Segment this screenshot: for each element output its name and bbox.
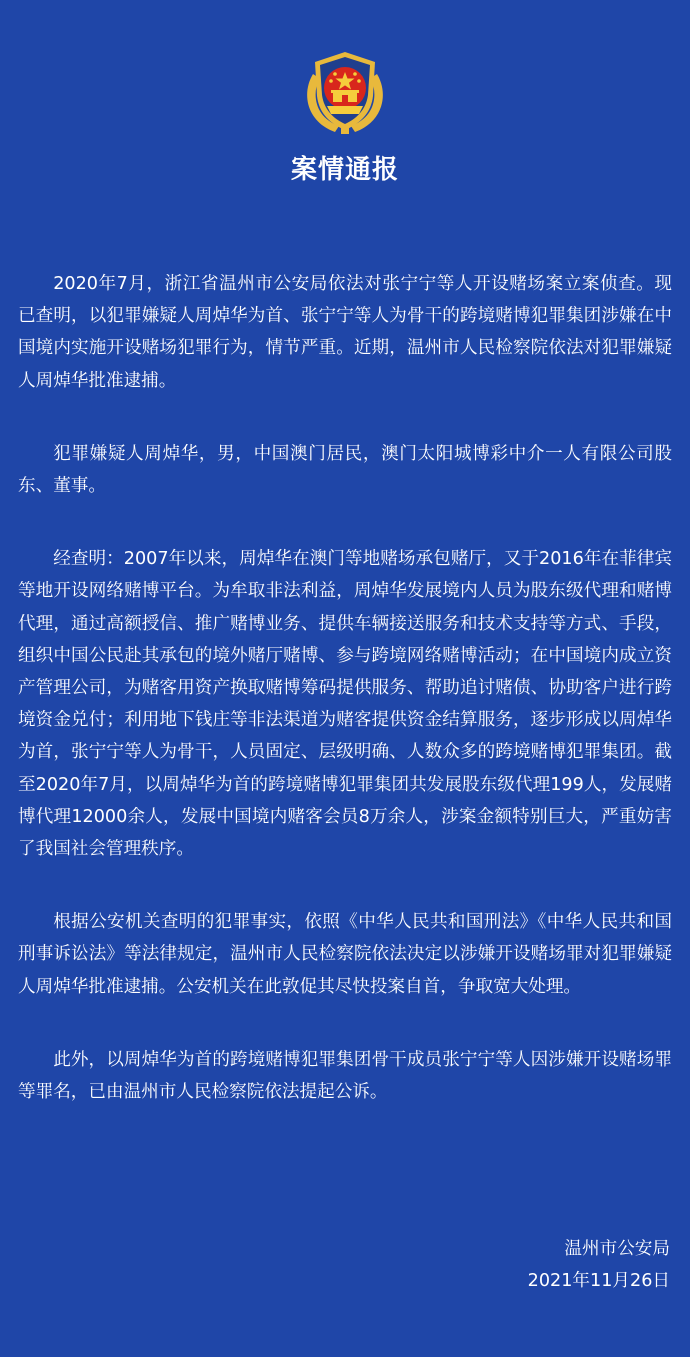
paragraph-investigation-findings: 经查明：2007年以来，周焯华在澳门等地赌场承包赌厅，又于2016年在菲律宾等地开设网络赌博平台。为牟取非法利益，周焯华发展境内人员为股东级代理和赌博代理，通过高额授信、推广赌博业务、提供车辆接送服务和技术支持等方式、手段，组织中国公民赴其承包的境外赌厅赌博、参与跨境网络赌博活动；在中国境内成立资产管理公司，为赌客用资产换取赌博筹码提供服务、帮助追讨赌债、协助客户进行跨境资金兑付；利用地下钱庄等非法渠道为赌客提供资金结算服务，逐步形成以周焯华为首，张宁宁等人为骨干，人员固定、层级明确、人数众多的跨境赌博犯罪集团。截至2020年7月，以周焯华为首的跨境赌博犯罪集团共发展股东级代理199人，发展赌博代理12000余人，发展中国境内赌客会员8万余人，涉案金额特别巨大，严重妨害了我国社会管理秩序。 [18, 549, 672, 860]
notice-title: 案情通报 [290, 155, 399, 185]
paragraph-case-filing: 2020年7月，浙江省温州市公安局依法对张宁宁等人开设赌场案立案侦查。现已查明，以犯罪嫌疑人周焯华为首、张宁宁等人为骨干的跨境赌博犯罪集团涉嫌在中国境内实施开设赌场犯罪行为，情节严重。近期，温州市人民检察院依法对犯罪嫌疑人周焯华批准逮捕。 [18, 274, 672, 391]
issue-date: 2021年11月26日 [527, 1271, 670, 1291]
issuer-name: 温州市公安局 [564, 1239, 670, 1259]
paragraph-suspect-profile: 犯罪嫌疑人周焯华，男，中国澳门居民，澳门太阳城博彩中介一人有限公司股东、董事。 [18, 443, 672, 497]
police-emblem-icon [295, 44, 395, 144]
paragraph-arrest-approval: 根据公安机关查明的犯罪事实，依照《中华人民共和国刑法》《中华人民共和国刑事诉讼法》等法律规定，温州市人民检察院依法决定以涉嫌开设赌场罪对犯罪嫌疑人周焯华批准逮捕。公安机关在此敦促其尽快投案自首，争取宽大处理。 [18, 912, 672, 997]
notice-body [18, 268, 672, 1149]
paragraph-prosecution: 此外，以周焯华为首的跨境赌博犯罪集团骨干成员张宁宁等人因涉嫌开设赌场罪等罪名，已由温州市人民检察院依法提起公诉。 [18, 1049, 672, 1103]
signature-block [528, 1233, 670, 1297]
